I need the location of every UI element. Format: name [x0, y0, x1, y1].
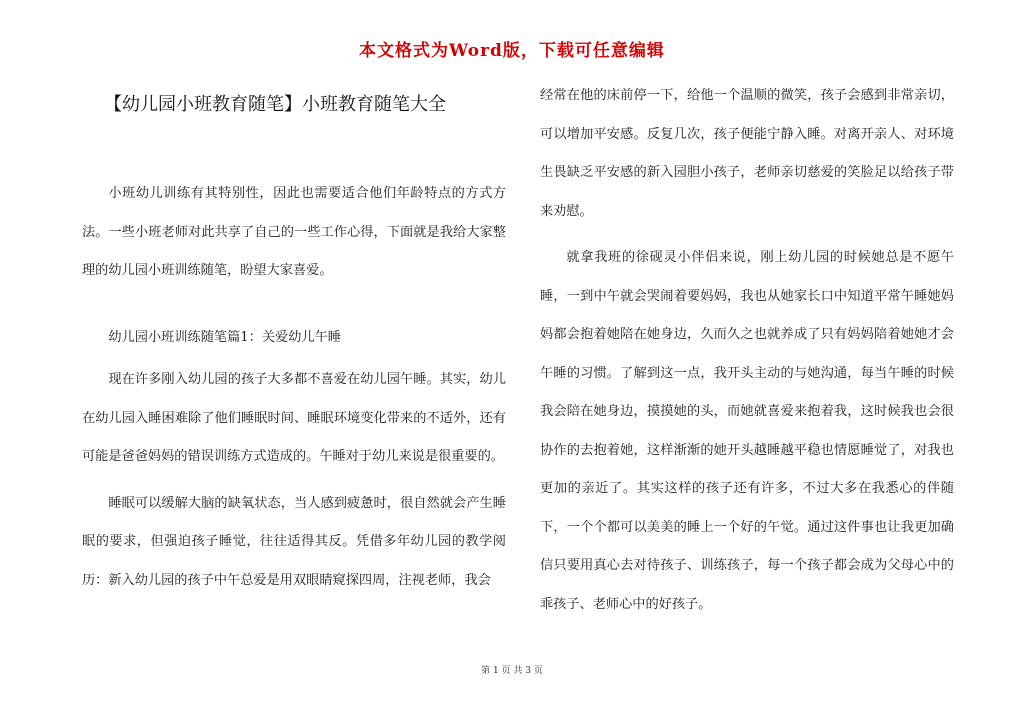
page-number-footer: 第 1 页 共 3 页 [481, 666, 543, 676]
intro-paragraph: 小班幼儿训练有其特别性，因此也需要适合他们年龄特点的方式方法。一些小班老师对此共享了自己的一些工作心得，下面就是我给大家整理的幼儿园小班训练随笔，盼望大家喜爱。 [82, 186, 506, 278]
right-column [540, 77, 954, 624]
body-paragraph-1: 现在许多刚入幼儿园的孩子大多都不喜爱在幼儿园午睡。其实，幼儿在幼儿园入睡困难除了他们睡眠时间、睡眠环境变化带来的不适外，还有可能是爸爸妈妈的错误训练方式造成的。午睡对于幼儿来说是很重要的。 [82, 372, 506, 464]
continued-paragraph: 经常在他的床前停一下，给他一个温顺的微笑，孩子会感到非常亲切，可以增加平安感。反复几次，孩子便能宁静入睡。对离开亲人、对环境生畏缺乏平安感的新入园胆小孩子，老师亲切慈爱的笑脸足以给孩子带来劝慰。 [540, 88, 954, 219]
page-title: 【幼儿园小班教育随笔】小班教育随笔大全 [104, 94, 446, 115]
download-banner: 本文格式为Word版，下载可任意编辑 [359, 41, 665, 61]
section-subheading: 幼儿园小班训练随笔篇1：关爱幼儿午睡 [108, 329, 341, 345]
body-paragraph-3: 就拿我班的徐砚灵小伴侣来说，刚上幼儿园的时候她总是不愿午睡，一到中午就会哭闹着要妈妈，我也从她家长口中知道平常午睡她妈妈都会抱着她陪在她身边，久而久之也就养成了只有妈妈陪着她她才会午睡的习惯。了解到这一点，我开头主动的与她沟通，每当午睡的时候我会陪在她身边，摸摸她的头，而她就喜爱来抱着我，这时候我也会很协作的去抱着她，这样渐渐的她开头越睡越平稳也情愿睡觉了，对我也更加的亲近了。其实这样的孩子还有许多，不过大多在我悉心的伴随下，一个个都可以美美的睡上一个好的午觉。通过这件事也让我更加确信只要用真心去对待孩子、训练孩子，每一个孩子都会成为父母心中的乖孩子、老师心中的好孩子。 [540, 250, 954, 612]
left-column [82, 175, 506, 600]
body-paragraph-2: 睡眠可以缓解大脑的缺氧状态，当人感到疲惫时，很自然就会产生睡眠的要求，但强迫孩子睡觉，往往适得其反。凭借多年幼儿园的教学阅历：新入幼儿园的孩子中午总爱是用双眼睛窥探四周，注视老师，我会 [82, 495, 506, 588]
